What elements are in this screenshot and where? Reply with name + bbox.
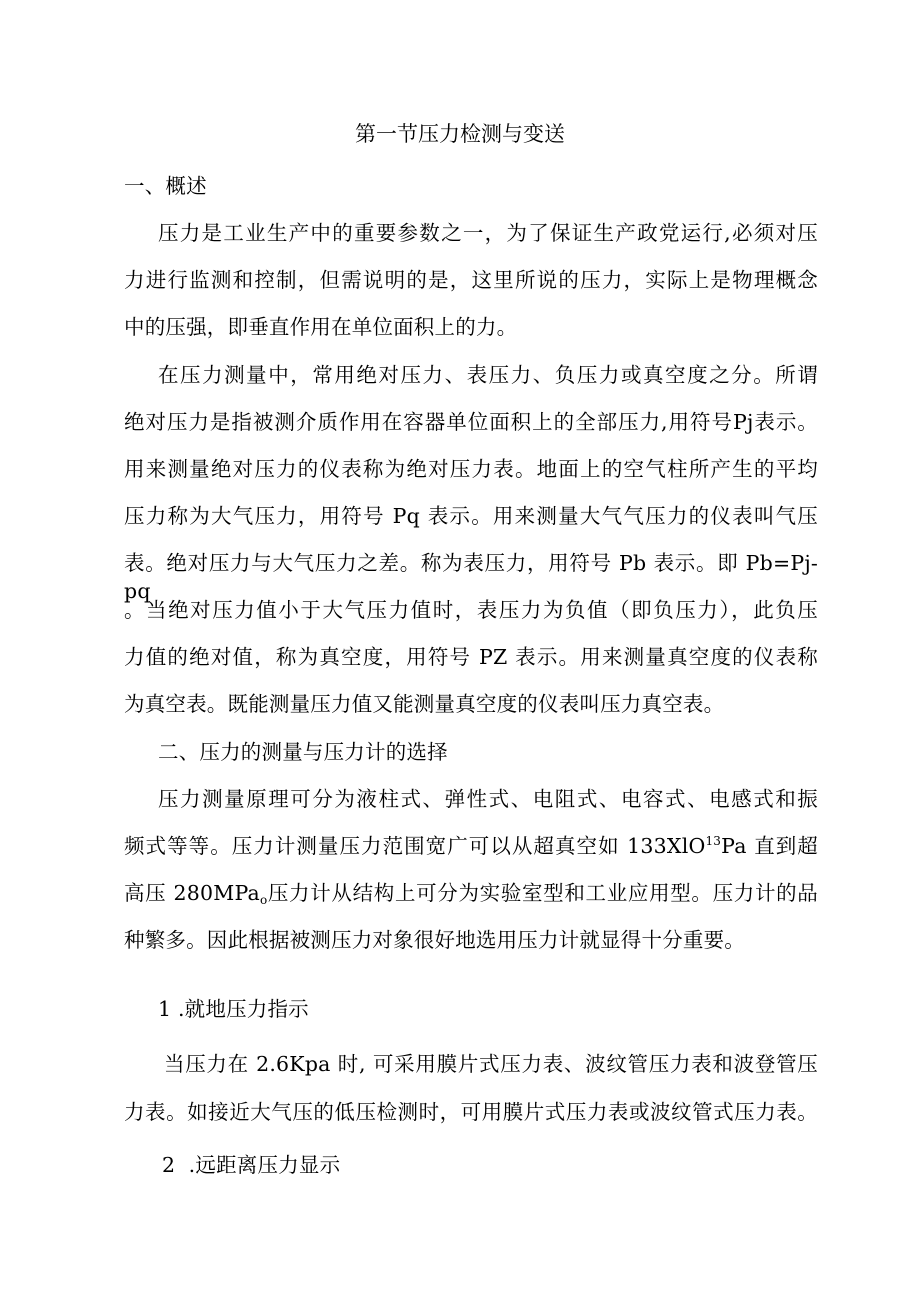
text-run: 压力计从结构上可分为实验室型和工业应用型。压力计的品 [267,881,819,905]
paragraph-line: 压力称为大气压力，用符号 Pq 表示。用来测量大气气压力的仪表叫气压 [124,504,818,528]
paragraph-line: 种繁多。因此根据被测压力对象很好地选用压力计就显得十分重要。 [124,928,745,952]
page-title: 第一节压力检测与变送 [355,122,565,146]
paragraph-line: 力进行监测和控制，但需说明的是，这里所说的压力，实际上是物理概念 [124,268,818,292]
paragraph-line: 为真空表。既能测量压力值又能测量真空度的仪表叫压力真空表。 [124,692,725,716]
section-heading-overview: 一、概述 [124,174,207,198]
paragraph-line: 当压力在 2.6Kpa 时, 可采用膜片式压力表、波纹管压力表和波登管压 [164,1052,818,1076]
paragraph-line [124,832,818,860]
paragraph-line: 压力是工业生产中的重要参数之一，为了保证生产政党运行,必须对压 [158,221,818,245]
item-heading-remote-display: 2 .远距离压力显示 [162,1153,341,1177]
paragraph-line: 在压力测量中，常用绝对压力、表压力、负压力或真空度之分。所谓 [158,363,818,387]
subscript: o [259,893,268,907]
paragraph-line: 压力测量原理可分为液柱式、弹性式、电阻式、电容式、电感式和振 [158,787,818,811]
item-heading-local-indication: 1 .就地压力指示 [158,997,309,1021]
paragraph-line: 中的压强，即垂直作用在单位面积上的力。 [124,315,518,339]
paragraph-line: 力值的绝对值，称为真空度，用符号 PZ 表示。用来测量真空度的仪表称 [124,645,818,669]
paragraph-line: 力表。如接近大气压的低压检测时，可用膜片式压力表或波纹管式压力表。 [124,1100,818,1124]
text-run: Pa 直到超 [721,834,818,858]
paragraph-line [124,879,818,907]
paragraph-line: 表。绝对压力与大气压力之差。称为表压力，用符号 Pb 表示。即 Pb=Pj-pq [124,551,818,603]
paragraph-line: 绝对压力是指被测介质作用在容器单位面积上的全部压力,用符号Pj表示。 [124,410,818,434]
paragraph-line: 用来测量绝对压力的仪表称为绝对压力表。地面上的空气柱所产生的平均 [124,457,818,481]
section-heading-pressure-measurement: 二、压力的测量与压力计的选择 [158,740,448,764]
text-run: 高压 280MPa [124,881,260,905]
superscript: 13 [705,834,722,848]
paragraph-line: 。当绝对压力值小于大气压力值时，表压力为负值（即负压力），此负压 [124,598,818,622]
text-run: 频式等等。压力计测量压力范围宽广可以从超真空如 133XlO [124,834,706,858]
